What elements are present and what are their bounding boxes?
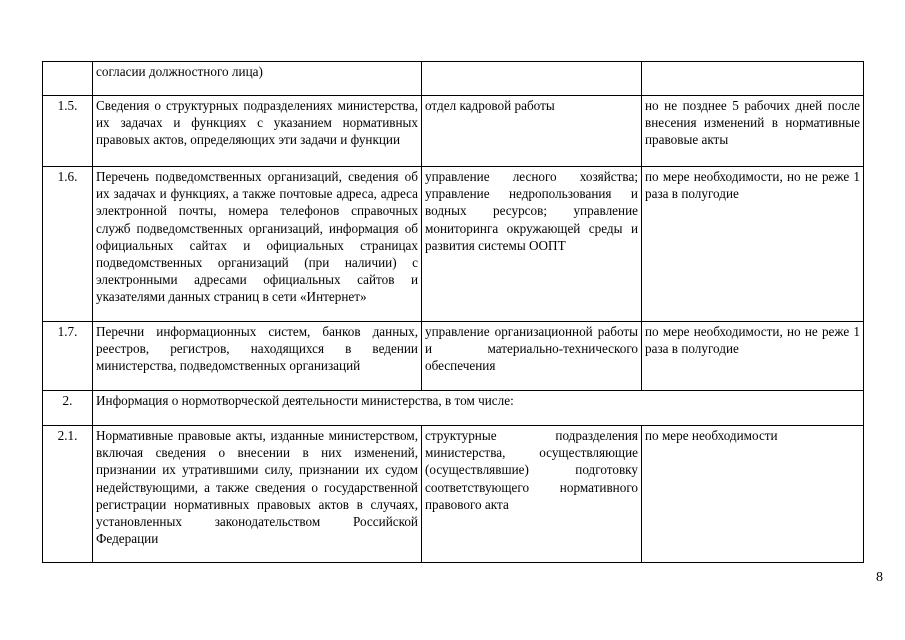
row-responsible: управление организационной работы и материально-технического обеспечения <box>422 322 642 391</box>
section-row <box>43 391 864 426</box>
row-term: по мере необходимости, но не реже 1 раза в полугодие <box>642 167 864 322</box>
row-description: согласии должностного лица) <box>93 62 422 96</box>
table-row <box>43 426 864 563</box>
row-term: но не позднее 5 рабочих дней после внесения изменений в нормативные правовые акты <box>642 96 864 167</box>
row-number: 1.5. <box>43 96 93 167</box>
row-description: Перечень подведомственных организаций, сведения об их задачах и функциях, а также почтовые адреса, адреса электронной почты, номера телефонов справочных служб подведомственных организаций, информация об официальных сайтах и официальных страницах подведомственных организаций (при наличии) с электронными адресами официальных сайтов и указателями данных страниц в сети «Интернет» <box>93 167 422 322</box>
row-number <box>43 62 93 96</box>
row-description: Сведения о структурных подразделениях министерства, их задачах и функциях с указанием нормативных правовых актов, определяющих эти задачи и функции <box>93 96 422 167</box>
table-row <box>43 96 864 167</box>
row-number: 2.1. <box>43 426 93 563</box>
row-term <box>642 62 864 96</box>
row-term: по мере необходимости <box>642 426 864 563</box>
row-responsible: управление лесного хозяйства; управление недропользования и водных ресурсов; управление мониторинга окружающей среды и развития системы ООПТ <box>422 167 642 322</box>
row-responsible: отдел кадровой работы <box>422 96 642 167</box>
table-row <box>43 167 864 322</box>
table-row <box>43 322 864 391</box>
section-number: 2. <box>43 391 93 426</box>
section-title: Информация о нормотворческой деятельности министерства, в том числе: <box>93 391 864 426</box>
row-description: Нормативные правовые акты, изданные министерством, включая сведения о внесении в них изменений, признании их утратившими силу, признании их судом недействующими, а также сведения о государственной регистрации нормативных правовых актов в случаях, установленных законодательством Российской Федерации <box>93 426 422 563</box>
row-number: 1.6. <box>43 167 93 322</box>
row-description: Перечни информационных систем, банков данных, реестров, регистров, находящихся в ведении министерства, подведомственных организаций <box>93 322 422 391</box>
row-number: 1.7. <box>43 322 93 391</box>
schedule-table <box>42 61 864 563</box>
table-row <box>43 62 864 96</box>
row-responsible: структурные подразделения министерства, осуществляющие (осуществлявшие) подготовку соответствующего нормативного правового акта <box>422 426 642 563</box>
row-term: по мере необходимости, но не реже 1 раза в полугодие <box>642 322 864 391</box>
row-responsible <box>422 62 642 96</box>
page-number: 8 <box>876 570 883 585</box>
